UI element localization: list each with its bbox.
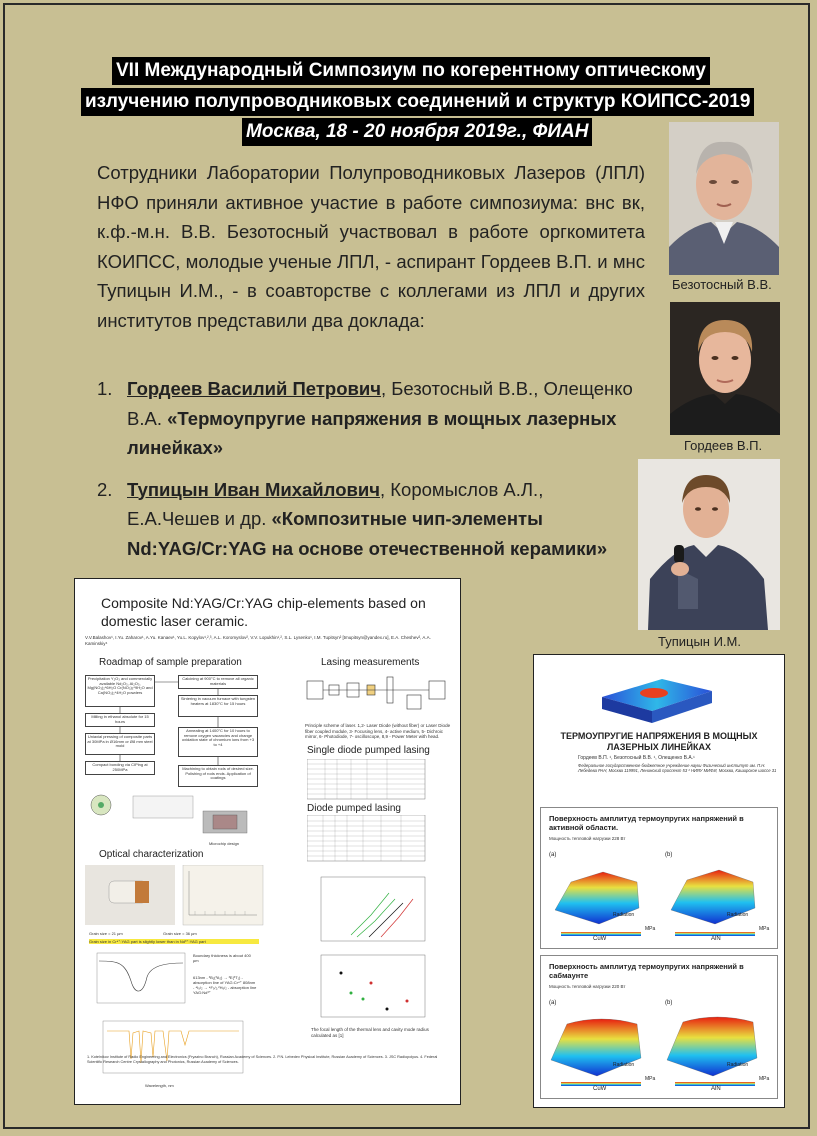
panel-label: (a) xyxy=(549,852,557,858)
unit-label: MPa xyxy=(759,926,770,932)
poster-authors: V.V.Balashov¹, I.Yu. Zaharov¹, A.Yu. Kanaev¹, Yu.L. Kopylov¹,²,³, A.L. Koromyslov², V.V. Lopukhin¹,², S.L. Lysenko¹, I.M. Tupitsyn² [tmupitsyn@yandex.ru], E.A. Cheshev², A.A. Kaminskiy⁴ xyxy=(85,635,431,646)
stress-surfaces-active xyxy=(541,862,777,946)
material-label: CuW xyxy=(593,1086,607,1092)
diode-pumped-table xyxy=(307,815,427,863)
material-label: CuW xyxy=(593,936,607,942)
grain-note: Grain size in Cr⁴⁺:YAG part is slightly lower than in Nd³⁺:YAG part xyxy=(89,939,259,944)
microchip-label: Microchip design xyxy=(209,841,240,846)
output-power-plot xyxy=(311,875,431,951)
header-line-3: Москва, 18 - 20 ноября 2019г., ФИАН xyxy=(242,118,592,146)
axis-label: Radiation xyxy=(613,1062,635,1068)
roadmap-step: Machining to obtain rods of desired size. Polishing of rods ends. Application of coatings xyxy=(178,765,258,787)
header-line-1: VII Международный Симпозиум по когерентному оптическому xyxy=(112,57,710,85)
talk-body xyxy=(127,475,637,564)
section-heading: Lasing measurements xyxy=(321,657,420,668)
grain-size-left: Grain size = 21 µm xyxy=(89,931,123,936)
stress-surfaces-submount xyxy=(541,1010,777,1096)
list-item xyxy=(97,475,637,564)
roadmap-step: Sintering in vacuum furnace with tungsten heaters at 1830°C for 15 hours xyxy=(178,695,258,717)
poster-composite-chip xyxy=(74,578,461,1105)
section-heading: Diode pumped lasing xyxy=(307,803,401,814)
grain-size-right: Grain size = 36 µm xyxy=(163,931,197,936)
talk-coauthors: , Коромыслов А.Л., Е.А.Чешев и др. xyxy=(127,478,544,529)
section-heading: Optical characterization xyxy=(99,849,204,860)
talk-title: «Композитные чип-элементы Nd:YAG/Cr:YAG на основе отечественной керамики» xyxy=(127,508,608,559)
section-heading: Single diode pumped lasing xyxy=(307,745,430,756)
panel-label: (b) xyxy=(665,852,673,858)
photo-caption: Гордеев В.П. xyxy=(684,438,763,453)
poster-title: Composite Nd:YAG/Cr:YAG chip-elements based on domestic laser ceramic. xyxy=(101,595,426,629)
transmission-plot xyxy=(89,951,189,1011)
panel-subheading: Мощность тепловой нагрузки 228 Вт xyxy=(549,836,626,841)
section-heading: Roadmap of sample preparation xyxy=(99,657,242,668)
material-label: AlN xyxy=(711,1086,721,1092)
photo-caption: Безотосный В.В. xyxy=(672,277,772,292)
panel-heading: Поверхность амплитуд термоупругих напряжений в активной области. xyxy=(549,814,744,832)
unit-label: MPa xyxy=(759,1076,770,1082)
material-label: AlN xyxy=(711,936,721,942)
poster-affiliation: Федеральное государственное бюджетное учреждение науки Физический институт им. П.Н. Лебедева РАН, Москва 119991, Ленинский проспект 53 ² НИЯУ МИФИ, Москва, Каширское шоссе 31 xyxy=(578,763,777,773)
roadmap-step: Annealing at 1400°C for 10 hours to remove oxygen vacancies and change oxidation state of chromium ions from +3 to +4 xyxy=(178,727,258,757)
roadmap-step: Compact bonding via CIPing at 250MPa xyxy=(85,761,155,775)
roadmap-step: Precipitation Y₂O₃ and commercially available Nd₂O₃, Al₂O₃, Mg(NO₃)₂*6H₂O Cr(NO₃)₃*9H₂O and Ca(NO₃)₂*4H₂O powders xyxy=(85,675,155,707)
talk-author: Гордеев Василий Петрович xyxy=(127,378,381,399)
scheme-caption: Principle scheme of laser. 1,2- Laser Diode (without fiber) or Laser Diode fiber coupled module, 3- Focusing lens, 4- active medium, 5- Dichroic mirror, 6- Photodiode, 7- oscilloscope, 8,9 - Power Meter with head. xyxy=(305,723,451,739)
sample-photos xyxy=(85,865,265,935)
portrait-photo xyxy=(670,302,780,435)
axis-label: Radiation xyxy=(613,912,635,918)
panel-heading: Поверхность амплитуд термоупругих напряжений в сабмаунте xyxy=(549,962,744,980)
roadmap-step: Uniaxial pressing of composite parts at 30MPa in Ø16mm or Ø8 mm steel mold xyxy=(85,733,155,755)
talk-title: «Термоупругие напряжения в мощных лазерных линейках» xyxy=(127,407,617,458)
stress-panel-active xyxy=(540,807,778,949)
panel-label: (a) xyxy=(549,1000,557,1006)
absorption-spectrum xyxy=(89,1019,249,1083)
axis-label: Radiation xyxy=(727,912,749,918)
focal-note: The focal length of the thermal lens and cavity mode radius calculated as [1] xyxy=(311,1027,429,1038)
panel-label: (b) xyxy=(665,1000,673,1006)
poster-thermoelastic xyxy=(533,654,785,1108)
talk-author: Тупицын Иван Михайлович xyxy=(127,478,380,500)
list-item xyxy=(97,374,637,463)
photo-caption: Тупицын И.М. xyxy=(658,634,741,649)
unit-label: MPa xyxy=(645,1076,656,1082)
talk-body xyxy=(127,374,637,463)
poster-title: ТЕРМОУПРУГИЕ НАПРЯЖЕНИЯ В МОЩНЫХ ЛАЗЕРНЫХ ЛИНЕЙКАХ xyxy=(560,731,758,752)
stress-panel-submount xyxy=(540,955,778,1099)
roadmap-step: Milling in ethanol absolute for 15 hours xyxy=(85,713,155,727)
axis-label: Radiation xyxy=(727,1062,749,1068)
panel-subheading: Мощность тепловой нагрузки 220 Вт xyxy=(549,984,626,989)
single-diode-table xyxy=(307,759,427,801)
talk-number: 2. xyxy=(97,478,113,500)
talk-coauthors: , Безотосный В.В., Олещенко В.А. xyxy=(127,378,633,429)
laser-scheme xyxy=(303,671,453,721)
poster-authors: Гордеев В.П. ¹, Безотосный В.В. ¹, Олещенко В.А.¹ xyxy=(578,755,695,761)
thermal-lens-plot xyxy=(311,953,431,1025)
intro-paragraph: Сотрудники Лаборатории Полупроводниковых Лазеров (ЛПЛ) НФО приняли активное участие в работе симпозиума: внс вк, к.ф.-м.н. В.В. Безотосный участвовал в работе оргкомитета КОИПСС, молодые ученые ЛПЛ, - аспирант Гордеев В.П. и мнс Тупицын И.М., - в соавторстве с коллегами из ЛПЛ и других институтов представили два доклада: xyxy=(97,162,645,331)
boundary-note: Boundary thickness is about 400 µm xyxy=(193,953,251,963)
talk-number: 1. xyxy=(97,378,113,399)
header-line-2: излучению полупроводниковых соединений и структур КОИПСС-2019 xyxy=(81,88,754,116)
absorption-note: 613nm - ³B₁(³A₂) → ³E(³T₁) - absorption line of YAG:Cr⁴⁺ 808nm - ⁴I₉/₂ → ⁴F₅/₂,²H₉/₂ - absorption line YAG:Nd³⁺ xyxy=(193,975,257,995)
roadmap-step: Calcining at 900°C to remove all organic materials xyxy=(178,675,258,689)
portrait-photo xyxy=(638,459,780,630)
poster-references: 1. Kotelnikov Institute of Radio Engineering and Electronics (Fryazino Branch), Russian Academy of Sciences. 2. P.N. Lebedev Physical Institute, Russian Academy of Sciences. 3. JSC Radiopolyus. 4. Federal Scientific Research Centre Crystallography and Photonics, Russian Academy of Sciences. xyxy=(87,1055,438,1064)
laser-bar-model xyxy=(592,671,722,725)
axis-label: Wavelength, nm xyxy=(145,1083,174,1088)
unit-label: MPa xyxy=(645,926,656,932)
portrait-photo xyxy=(669,122,779,275)
talks-list xyxy=(97,374,637,575)
